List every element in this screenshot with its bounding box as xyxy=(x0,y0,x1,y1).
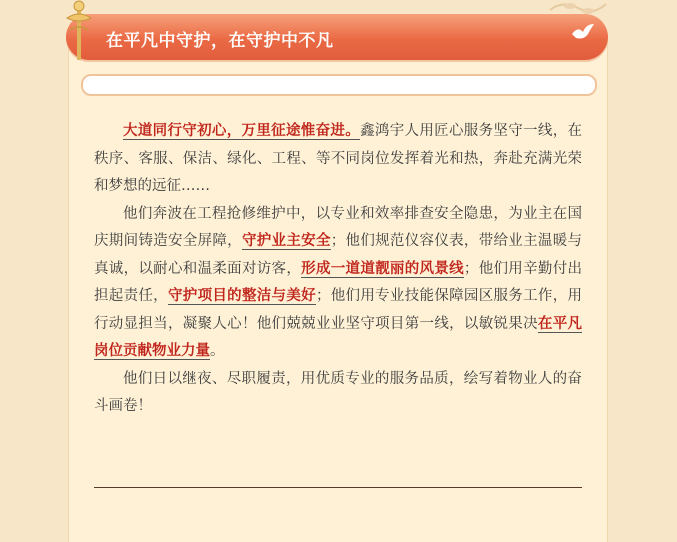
paragraph-text: 。 xyxy=(210,343,225,359)
dove-icon xyxy=(570,22,596,42)
paragraph-1 xyxy=(94,118,582,201)
decorative-pill-bar xyxy=(81,74,597,96)
paragraph-2 xyxy=(94,201,582,366)
paragraph-text: ；他们用专业技能保障园区服务工作，用行动显担当，凝聚人心！他们兢兢业业坚守项目第一线，以敏锐果决 xyxy=(94,288,582,332)
paragraph-text: ；他们规范仪容仪表，带给业主温暖与真诚，以耐心和温柔面对访客， xyxy=(94,233,582,277)
highlight-phrase: 守护业主安全 xyxy=(241,233,331,249)
article-body xyxy=(94,118,582,421)
paragraph-3: 他们日以继夜、尽职履责，用优质专业的服务品质，绘写着物业人的奋斗画卷！ xyxy=(94,370,582,414)
banner-title: 在平凡中守护，在守护中不凡 xyxy=(106,31,334,51)
highlight-phrase: 在平凡岗位贡献物业力量 xyxy=(94,315,582,359)
paragraph-text: ；他们用辛勤付出担起责任， xyxy=(94,260,582,304)
paragraph-text: 他们奔波在工程抢修维护中，以专业和效率排查安全隐患，为业主在国庆期间铸造安全屏障， xyxy=(94,205,582,249)
highlight-phrase: 大道同行守初心，万里征途惟奋进。 xyxy=(123,123,361,139)
golden-scepter-icon xyxy=(62,0,96,60)
bottom-divider xyxy=(94,487,582,488)
highlight-phrase: 守护项目的整洁与美好 xyxy=(167,288,316,304)
paragraph-text: 鑫鸿宇人用匠心服务坚守一线，在秩序、客服、保洁、绿化、工程、等不同岗位发挥着光和热，奔赴充满光荣和梦想的远征…… xyxy=(94,123,583,194)
highlight-phrase: 形成一道道靓丽的风景线 xyxy=(301,260,464,277)
title-banner xyxy=(66,14,608,60)
leaf-decoration-icon xyxy=(548,0,608,18)
